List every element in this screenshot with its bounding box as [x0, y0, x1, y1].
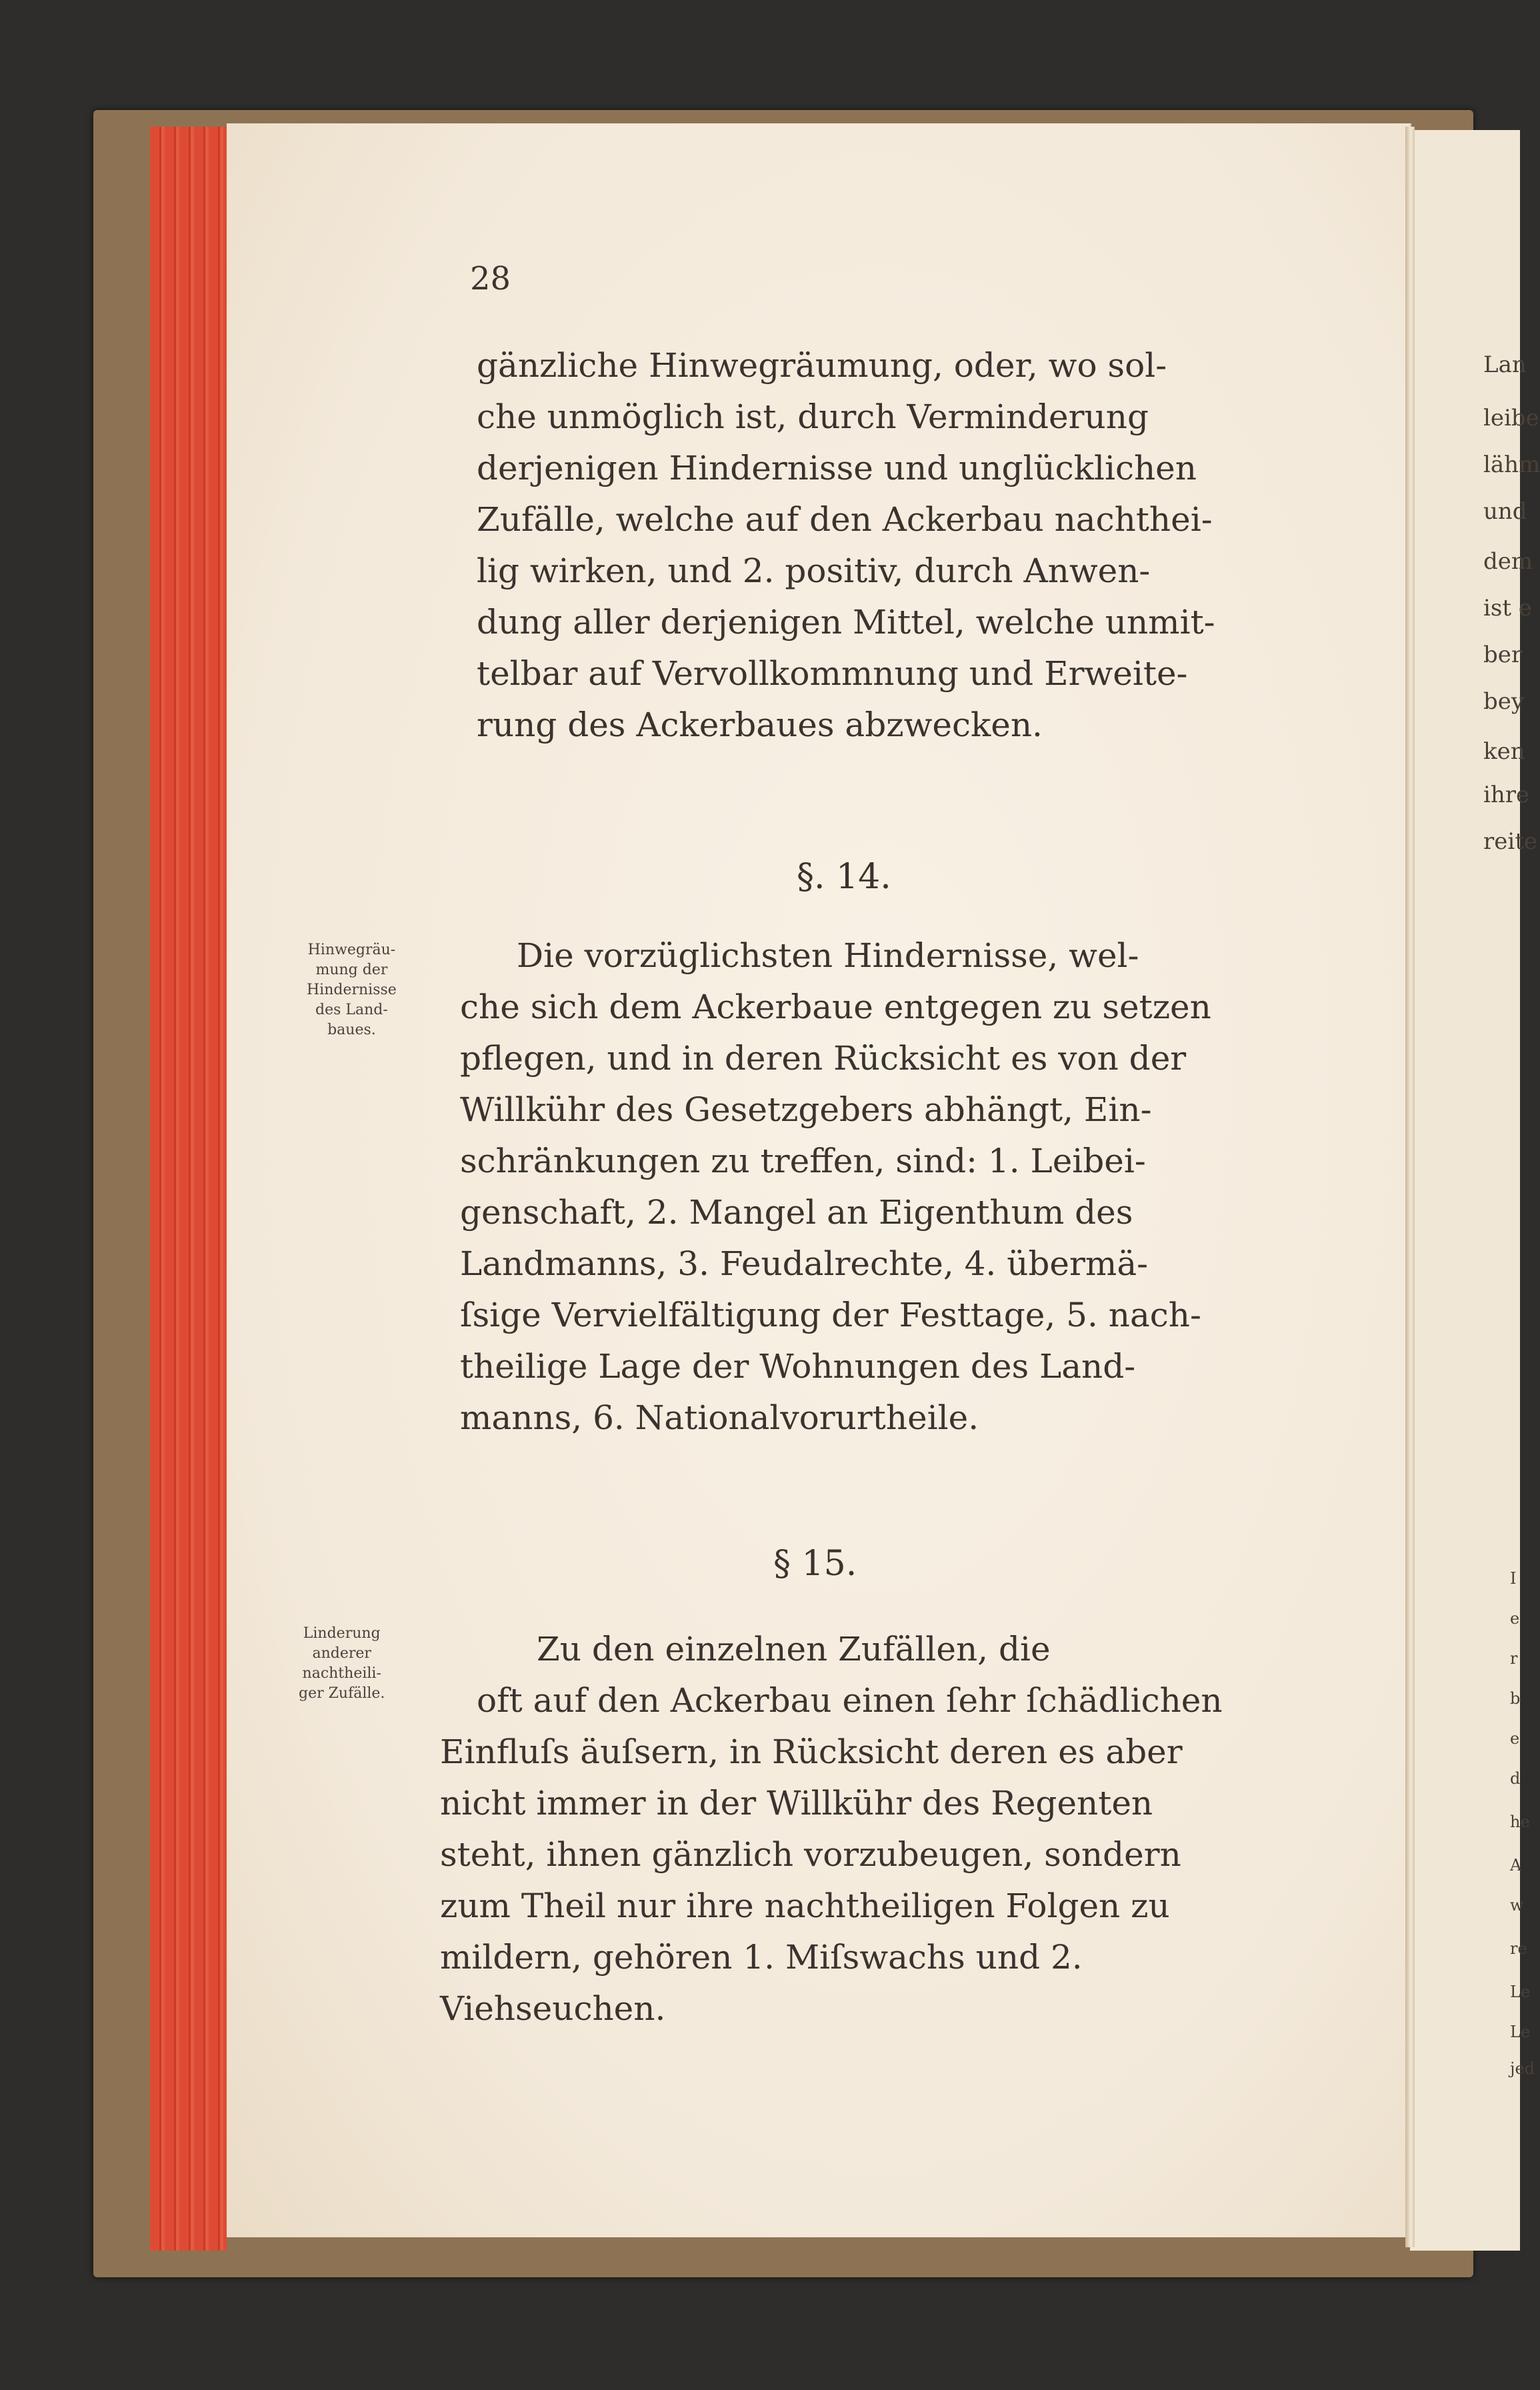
facing-page-fragment: ken	[1483, 738, 1525, 765]
margin-note-line: nachtheili-	[302, 1665, 381, 1682]
margin-note-line: anderer	[312, 1645, 371, 1662]
text-line: manns, 6. Nationalvorurtheile.	[460, 1398, 979, 1437]
text-line: telbar auf Vervollkommnung und Erweite-	[477, 654, 1188, 693]
text-line: dung aller derjenigen Mittel, welche unmit-	[477, 603, 1215, 642]
facing-page-fragment: he	[1510, 1813, 1530, 1831]
intro-paragraph	[477, 340, 1215, 751]
facing-page-fragment: leibe	[1483, 405, 1539, 431]
margin-note-line: Hinwegräu-	[307, 942, 396, 958]
text-line: che unmöglich ist, durch Verminderung	[477, 397, 1149, 436]
facing-page-fragment: I	[1510, 1569, 1517, 1588]
facing-page-fragment: A	[1510, 1856, 1522, 1875]
text-line: zum Theil nur ihre nachtheiligen Folgen zu	[440, 1887, 1170, 1925]
text-line: Die vorzüglichsten Hindernisse, wel-	[517, 936, 1139, 975]
text-line: nicht immer in der Willkühr des Regenten	[440, 1784, 1153, 1823]
facing-page-fragment: dem	[1483, 548, 1533, 575]
section-15-margin-note	[299, 1624, 385, 1704]
facing-page-fragment: Le	[1510, 2023, 1531, 2041]
facing-page-fragment: e	[1510, 1609, 1520, 1628]
text-line: schränkungen zu treffen, sind: 1. Leibei-	[460, 1142, 1146, 1180]
text-line: Einfluſs äuſsern, in Rücksicht deren es aber	[440, 1732, 1183, 1771]
facing-page-fragment: bey	[1483, 688, 1525, 715]
margin-note-line: des Land-	[315, 1002, 388, 1018]
margin-note-line: Hindernisse	[307, 982, 397, 998]
text-line: theilige Lage der Wohnungen des Land-	[460, 1347, 1136, 1386]
margin-note-line: mung der	[315, 962, 388, 978]
red-page-edges	[150, 127, 227, 2251]
text-line: Willkühr des Gesetzgebers abhängt, Ein-	[460, 1090, 1152, 1129]
section-14-heading: §. 14.	[797, 857, 891, 897]
text-line: lig wirken, und 2. positiv, durch Anwen-	[477, 551, 1151, 590]
facing-page-fragment: re	[1510, 1939, 1527, 1958]
section-14-paragraph	[460, 930, 1211, 1444]
facing-page-fragment: Lan	[1483, 351, 1527, 378]
text-line: che sich dem Ackerbaue entgegen zu setzen	[460, 988, 1211, 1026]
facing-page-fragment: ihre	[1483, 782, 1530, 808]
section-14-margin-note	[307, 940, 397, 1040]
facing-page-fragment: Le	[1510, 1983, 1531, 2001]
margin-note-line: Linderung	[303, 1625, 381, 1642]
facing-page-fragment: und	[1483, 498, 1527, 525]
facing-page-fragment: e	[1510, 1729, 1520, 1748]
text-line: Zufälle, welche auf den Ackerbau nachthei-	[477, 500, 1213, 539]
margin-note-line: baues.	[327, 1022, 376, 1038]
facing-page-fragment: lähm	[1483, 451, 1540, 478]
section-15-heading: § 15.	[773, 1544, 857, 1584]
facing-page-fragment: r	[1510, 1649, 1518, 1668]
text-line: gänzliche Hinwegräumung, oder, wo sol-	[477, 346, 1167, 385]
text-line: rung des Ackerbaues abzwecken.	[477, 706, 1043, 744]
facing-page-fragment: ber	[1483, 642, 1523, 668]
text-line: mildern, gehören 1. Miſswachs und 2.	[440, 1938, 1083, 1977]
margin-note-line: ger Zufälle.	[299, 1685, 385, 1702]
facing-page-fragment: w	[1510, 1896, 1524, 1915]
text-line: ſsige Vervielfältigung der Festtage, 5. nach-	[460, 1296, 1201, 1334]
facing-page-fragment: b	[1510, 1689, 1521, 1708]
text-line: steht, ihnen gänzlich vorzubeugen, sondern	[440, 1835, 1181, 1874]
section-15-paragraph	[440, 1624, 1223, 2035]
facing-page-fragment: reite	[1483, 828, 1538, 855]
text-line: Landmanns, 3. Feudalrechte, 4. übermä-	[460, 1244, 1149, 1283]
text-line: pflegen, und in deren Rücksicht es von der	[460, 1039, 1187, 1078]
page-gutter	[1405, 127, 1415, 2247]
facing-page	[1410, 130, 1540, 2251]
text-line: oft auf den Ackerbau einen ſehr ſchädlichen	[477, 1681, 1223, 1720]
text-line: Zu den einzelnen Zufällen, die	[537, 1630, 1051, 1668]
text-line: Viehseuchen.	[440, 1989, 666, 2028]
facing-page-fragment: d	[1510, 1769, 1521, 1788]
facing-page-fragment: ist e	[1483, 595, 1532, 622]
page-number: 28	[470, 260, 511, 297]
facing-page-fragment: jed	[1510, 2059, 1535, 2078]
text-line: derjenigen Hindernisse und unglücklichen	[477, 449, 1197, 487]
text-line: genschaft, 2. Mangel an Eigenthum des	[460, 1193, 1133, 1232]
